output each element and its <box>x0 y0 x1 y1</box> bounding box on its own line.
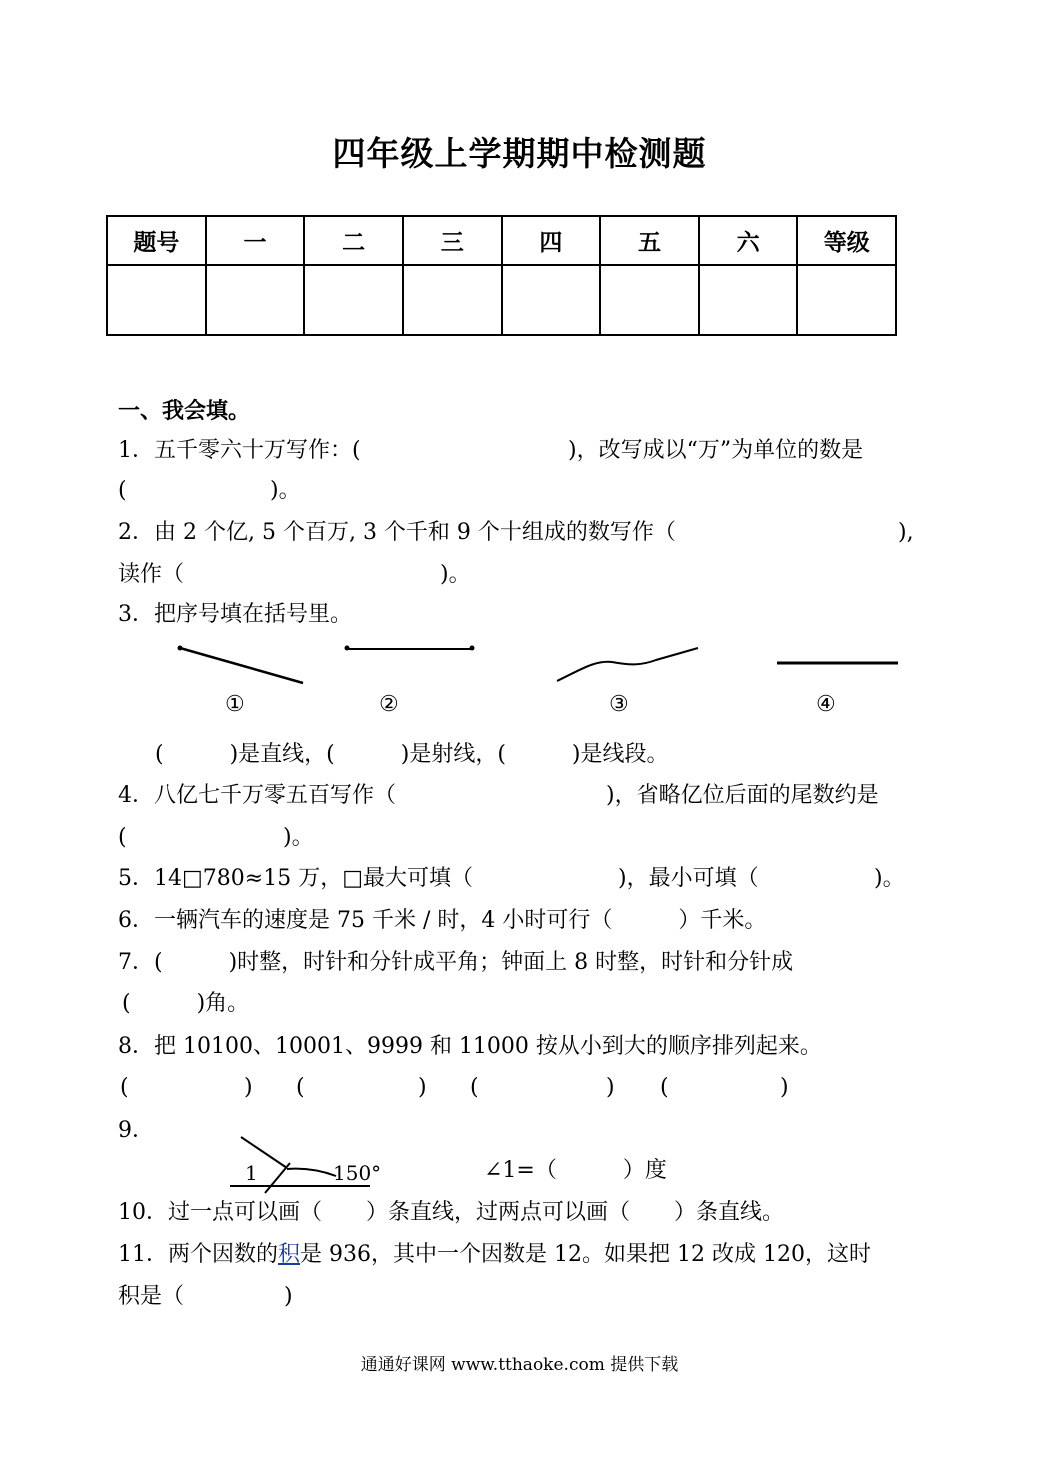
q3-text: 3．把序号填在括号里。 <box>118 602 352 627</box>
q11-text-c: 积是（ <box>118 1284 185 1309</box>
angle-arc <box>287 1169 336 1176</box>
score-header-cell: 五 <box>600 216 699 265</box>
page-title: 四年级上学期期中检测题 <box>332 134 707 173</box>
q9-number: 9． <box>118 1118 154 1143</box>
figure-label-3: ③ <box>609 692 629 717</box>
q6-text: 6．一辆汽车的速度是 75 千米 / 时，4 小时可行（ ）千米。 <box>118 908 767 933</box>
q4-text-d: )。 <box>283 825 314 850</box>
score-header-cell: 题号 <box>107 216 206 265</box>
q2-text-c: 读作（ <box>118 562 185 587</box>
score-header-cell: 六 <box>699 216 798 265</box>
q9-answer: ∠1=（ ）度 <box>484 1158 667 1183</box>
q8-blank: ( <box>120 1075 129 1100</box>
q3-answer: ( )是直线，( )是射线，( )是线段。 <box>155 742 669 767</box>
q7-text-b: ( )角。 <box>122 991 250 1016</box>
figure-label-1: ① <box>225 692 245 717</box>
q2-text-a: 2．由 2 个亿, 5 个百万, 3 个千和 9 个十组成的数写作（ <box>118 520 676 545</box>
q8-blank: ( <box>660 1075 669 1100</box>
q8-blank: ( <box>296 1075 305 1100</box>
q11-text-d: ) <box>284 1284 293 1309</box>
q8-text: 8．把 10100、10001、9999 和 11000 按从小到大的顺序排列起来。 <box>118 1034 822 1059</box>
figure-label-2: ② <box>379 692 399 717</box>
q8-blank: ( <box>470 1075 479 1100</box>
q10-text: 10．过一点可以画（ ）条直线，过两点可以画（ ）条直线。 <box>118 1200 784 1225</box>
q1-text-a: 1．五千零六十万写作：( <box>118 438 361 463</box>
q5-text-a: 5．14□780≈15 万，□最大可填（ <box>118 866 473 891</box>
section-heading: 一、我会填。 <box>118 398 251 424</box>
q5-text-b: )，最小可填（ <box>618 866 759 891</box>
angle-value: 150° <box>333 1161 382 1185</box>
q8-blank: ) <box>418 1075 427 1100</box>
q11-line-1 <box>118 1240 871 1270</box>
q4-text-c: ( <box>118 825 127 850</box>
angle-label: 1 <box>245 1161 258 1185</box>
q2-text-d: )。 <box>440 562 471 587</box>
q4-text-b: )，省略亿位后面的尾数约是 <box>606 783 879 808</box>
score-header-cell: 四 <box>502 216 601 265</box>
angle-ray-lower <box>265 1163 290 1193</box>
q5-text-c: )。 <box>874 866 905 891</box>
q11-text-b: 是 936，其中一个因数是 12。如果把 12 改成 120，这时 <box>300 1242 871 1267</box>
score-header-cell: 一 <box>206 216 305 265</box>
footer-credit: 通通好课网 www.tthaoke.com 提供下载 <box>360 1355 679 1375</box>
q8-blank: ) <box>244 1075 253 1100</box>
q1-text-d: )。 <box>270 478 301 503</box>
q1-text-c: ( <box>118 478 127 503</box>
score-header-cell: 等级 <box>797 216 896 265</box>
figure-label-4: ④ <box>816 692 836 717</box>
score-header-cell: 二 <box>304 216 403 265</box>
q4-text-a: 4．八亿七千万零五百写作（ <box>118 783 396 808</box>
q7-text-a: 7．( )时整，时针和分针成平角；钟面上 8 时整，时针和分针成 <box>118 950 794 975</box>
q1-text-b: )，改写成以“万”为单位的数是 <box>568 438 864 463</box>
q2-text-b: ), <box>898 520 914 545</box>
score-header-cell: 三 <box>403 216 502 265</box>
q8-blank: ) <box>606 1075 615 1100</box>
ray-1 <box>180 648 303 683</box>
curve-3 <box>557 648 698 681</box>
product-link[interactable]: 积 <box>278 1242 301 1267</box>
q11-text-a: 11．两个因数的 <box>118 1242 278 1267</box>
q8-blank: ) <box>780 1075 789 1100</box>
